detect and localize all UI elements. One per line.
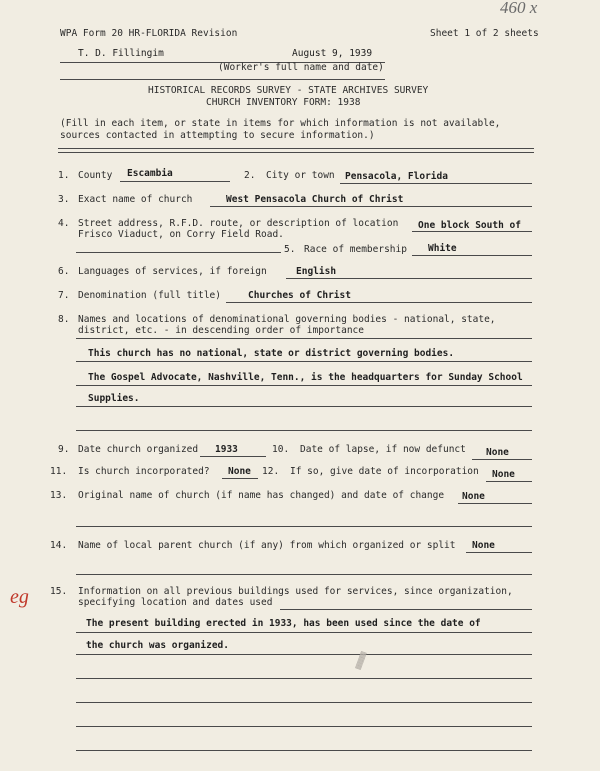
margin-mark: eg bbox=[10, 586, 29, 608]
item-number: 4. bbox=[58, 218, 70, 229]
item-number: 9. bbox=[58, 444, 70, 455]
item-number: 7. bbox=[58, 290, 70, 301]
city-value: Pensacola, Florida bbox=[345, 171, 448, 182]
incorporation-date-value: None bbox=[492, 469, 515, 480]
parent-church-label: Name of local parent church (if any) from which organized or split bbox=[78, 540, 456, 551]
item-number: 14. bbox=[50, 540, 68, 551]
governing-value-1: This church has no national, state or district governing bodies. bbox=[88, 348, 455, 359]
survey-title: HISTORICAL RECORDS SURVEY - STATE ARCHIVES SURVEY bbox=[148, 85, 429, 96]
sheet-count: Sheet 1 of 2 sheets bbox=[430, 28, 539, 39]
lapse-value: None bbox=[486, 447, 509, 458]
incorporated-label: Is church incorporated? bbox=[78, 466, 210, 477]
denomination-value: Churches of Christ bbox=[248, 290, 351, 301]
report-date: August 9, 1939 bbox=[292, 48, 373, 59]
item-number: 13. bbox=[50, 490, 68, 501]
race-label: Race of membership bbox=[304, 244, 407, 255]
address-value-1: One block South of bbox=[418, 220, 521, 231]
item-number: 12. bbox=[262, 466, 280, 477]
item-number: 15. bbox=[50, 586, 68, 597]
form-title: CHURCH INVENTORY FORM: 1938 bbox=[206, 97, 361, 108]
address-label: Street address, R.F.D. route, or description of location bbox=[78, 218, 399, 229]
instructions-line-2: sources contacted in attempting to secure information.) bbox=[60, 130, 375, 141]
church-name-value: West Pensacola Church of Christ bbox=[226, 194, 404, 205]
denomination-label: Denomination (full title) bbox=[78, 290, 221, 301]
county-value: Escambia bbox=[127, 168, 173, 179]
address-value-2: Frisco Viaduct, on Corry Field Road. bbox=[78, 229, 284, 240]
instructions-line-1: (Fill in each item, or state in items for which information is not available, bbox=[60, 118, 501, 129]
race-value: White bbox=[428, 243, 457, 254]
organized-label: Date church organized bbox=[78, 444, 199, 455]
item-number: 10. bbox=[272, 444, 290, 455]
item-number: 5. bbox=[284, 244, 296, 255]
incorporated-value: None bbox=[228, 466, 251, 477]
buildings-value-1: The present building erected in 1933, has been used since the date of bbox=[86, 618, 481, 629]
item-number: 3. bbox=[58, 194, 70, 205]
incorporation-date-label: If so, give date of incorporation bbox=[290, 466, 479, 477]
organized-value: 1933 bbox=[215, 444, 238, 455]
buildings-value-2: the church was organized. bbox=[86, 640, 229, 651]
item-number: 11. bbox=[50, 466, 68, 477]
city-label: City or town bbox=[266, 170, 335, 181]
governing-label-2: district, etc. - in descending order of importance bbox=[78, 325, 364, 336]
item-number: 1. bbox=[58, 170, 70, 181]
worker-caption: (Worker's full name and date) bbox=[218, 62, 384, 73]
lapse-label: Date of lapse, if now defunct bbox=[300, 444, 466, 455]
faded-stamp: ▦▦▦ bbox=[352, 650, 370, 671]
parent-church-value: None bbox=[472, 540, 495, 551]
governing-value-3: Supplies. bbox=[88, 393, 140, 404]
item-number: 2. bbox=[244, 170, 256, 181]
form-id: WPA Form 20 HR-FLORIDA Revision bbox=[60, 28, 238, 39]
buildings-label-1: Information on all previous buildings used for services, since organization, bbox=[78, 586, 513, 597]
original-name-value: None bbox=[462, 491, 485, 502]
worker-name: T. D. Fillingim bbox=[78, 48, 164, 59]
county-label: County bbox=[78, 170, 113, 181]
corner-note: 460 x bbox=[500, 0, 538, 17]
original-name-label: Original name of church (if name has changed) and date of change bbox=[78, 490, 445, 501]
item-number: 8. bbox=[58, 314, 70, 325]
languages-label: Languages of services, if foreign bbox=[78, 266, 267, 277]
buildings-label-2: specifying location and dates used bbox=[78, 597, 273, 608]
governing-label-1: Names and locations of denominational governing bodies - national, state, bbox=[78, 314, 496, 325]
languages-value: English bbox=[296, 266, 337, 277]
item-number: 6. bbox=[58, 266, 70, 277]
church-name-label: Exact name of church bbox=[78, 194, 193, 205]
governing-value-2: The Gospel Advocate, Nashville, Tenn., is the headquarters for Sunday School bbox=[88, 372, 523, 383]
